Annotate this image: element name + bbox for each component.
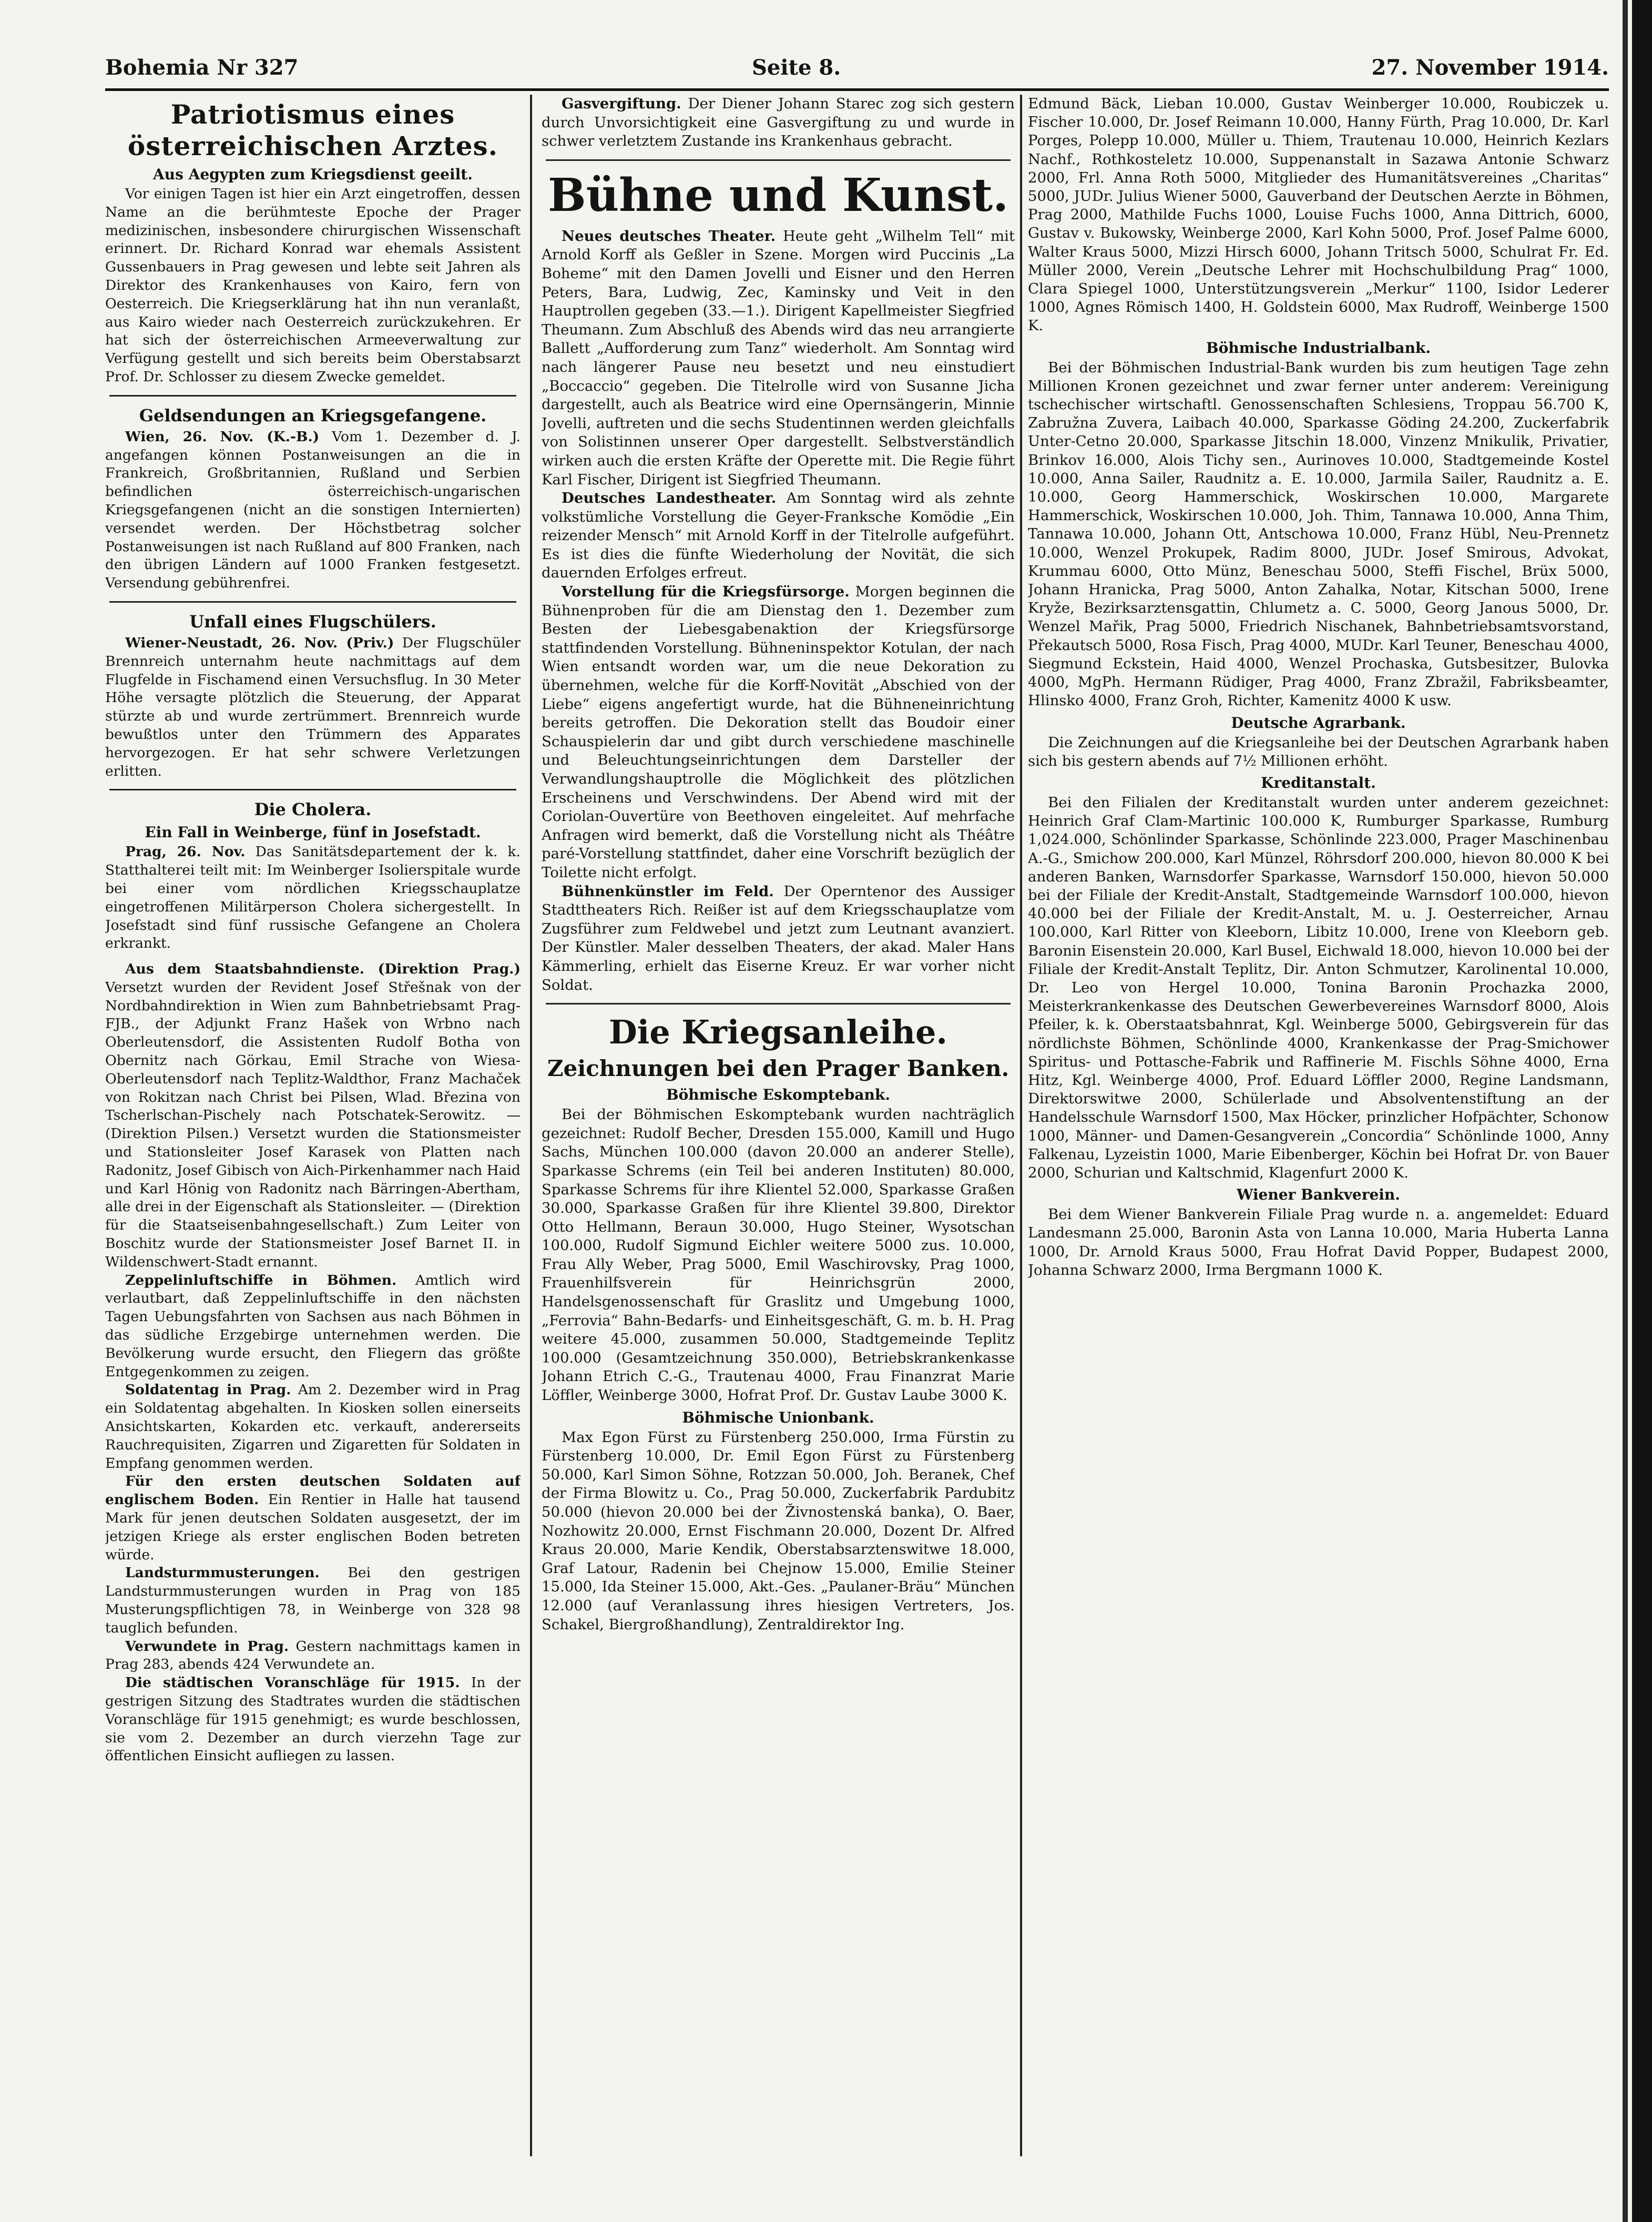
bank-subscriptions: Bei der Böhmischen Industrial-Bank wurden bis zum heutigen Tage zehn Millionen Kronen gezeichnet und zwar ferner unter anderem: Vereinigung tschechischer wirtschaftl. Genossenschaften Schlesiens, Troppau 56.700 K, Zabružna Zuvera, Laibach 40.000, Sparkasse Göding 24.200, Zuckerfabrik Unter-Cetno 20.000, Sparkasse Jitschin 18.000, Vinzenz Mnikulik, Privatier, Brinkov 16.000, Alois Tichy sen., Aurinoves 10.000, Stadtgemeinde Kostel 10.000, Anna Sailer, Raudnitz a. E. 10.000, Jarmila Sailer, Raudnitz a. E. 10.000, Georg Hammerschick, Woskirschen 10.000, Margarete Hammerschick, Woskirschen 10.000, Joh. Thim, Tannawa 10.000, Anna Thim, Tannawa 10.000, Johann Ott, Antschowa 10.000, Franz Hübl, Neu-Prennetz 10.000, Wenzel Prokupek, Radim 8000, JUDr. Josef Smirous, Advokat, Krummau 6000, Otto Münz, Beneschau 5000, Steffi Fischel, Brüx 5000, Johann Hranicka, Prag 5000, Anton Zahalka, Notar, Kitschan 5000, Irene Kryže, Bezirksarztensgattin, Chlumetz a. C. 5000, Georg Janous 5000, Dr. Wenzel Mařik, Prag 5000, Friedrich Nischanek, Bahnbetriebsamtsvorstand, Překautsch 5000, Rosa Fisch, Prag 4000, MUDr. Karl Teuner, Beneschau 4000, Siegmund Eckstein, Haid 4000, Wenzel Prochaska, Gutsbesitzer, Bulovka 4000, MgPh. Hermann Rüdiger, Prag 4000, Franz Zbražil, Fabriksbeamter, Hlinsko 4000, Franz Groh, Richter, Kamenitz 4000 K usw. (1028, 359, 1609, 709)
issue-number: Bohemia Nr 327 (105, 55, 299, 80)
article-text: Der Flugschüler Brennreich unternahm heute nachmittags auf dem Flugfelde in Fischamend einen Versuchsflug. In 30 Meter Höhe versagte plötzlich die Steuerung, der Apparat stürzte ab und wurde zertrümmert. Brennreich wurde bewußtlos unter den Trümmern des Apparates hervorgezogen. Er hat sehr schwere Verletzungen erlitten. (105, 634, 521, 779)
bank-heading: Deutsche Agrarbank. (1231, 714, 1406, 732)
news-text: Heute geht „Wilhelm Tell“ mit Arnold Korff als Geßler in Szene. Morgen wird Puccinis „La Boheme“ mit den Damen Jovelli und Eisner und den Herren Peters, Bara, Ludwig, Zec, Kaminsky und Veit in den Hauptrollen gegeben (33.—1.). Dirigent Kapellmeister Siegfried Theumann. Zum Abschluß des Abends wird das neu arrangierte Ballett „Aufforderung zum Tanz“ wiederholt. Am Sonntag wird nach längerer Pause neu besetzt und neu einstudiert „Boccaccio“ gegeben. Die Titelrolle wird von Susanne Jicha dargestellt, auch als Beatrice wird eine Opernsängerin, Minnie Jovelli, auftreten und die sechs Studentinnen werden gleichfalls von Solistinnen unserer Oper dargestellt. Selbstverständlich wirken auch die ersten Kräfte der Operette mit. Die Regie führt Karl Fischer, Dirigent ist Siegfried Theumann. (542, 227, 1015, 488)
article-body (105, 634, 521, 780)
bank-heading: Böhmische Eskomptebank. (666, 1086, 891, 1104)
article-body: Vor einigen Tagen ist hier ein Arzt eingetroffen, dessen Name an die berühmteste Epoche der Prager medizinischen, insbesondere chirurgischen Wissenschaft erinnert. Dr. Richard Konrad war ehemals Assistent Gussenbauers in Prag gewesen und lebte seit Jahren als Direktor des Krankenhauses von Kairo, fern von Oesterreich. Die Kriegserklärung hat ihn nun veranlaßt, aus Kairo wieder nach Oesterreich zurückzukehren. Er hat sich der österreichischen Armeeverwaltung zur Verfügung gestellt und sich bereits beim Oberstabsarzt Prof. Dr. Schlosser zu diesem Zwecke gemeldet. (105, 186, 521, 385)
bank-heading: Böhmische Industrialbank. (1206, 339, 1431, 357)
news-item (542, 882, 1015, 995)
page-edge-shadow (1623, 0, 1628, 2222)
page-number: Seite 8. (752, 55, 841, 80)
column-rule-2 (1020, 95, 1022, 2156)
divider (546, 159, 1011, 161)
section-title: Bühne und Kunst. (547, 168, 1009, 222)
divider (546, 1003, 1011, 1005)
news-lead: Zeppelinluftschiffe in Böhmen. (125, 1272, 397, 1288)
article-subtitle: Ein Fall in Weinberge, fünf in Josefstadt. (145, 824, 481, 841)
divider (109, 395, 516, 397)
dateline: Wiener-Neustadt, 26. Nov. (Priv.) (125, 634, 394, 651)
news-text: Am 2. Dezember wird in Prag ein Soldatentag abgehalten. In Kiosken sollen einerseits Ansichtskarten, Kokarden etc. verkauft, andererseits Rauchrequisiten, Zigarren und Zigaretten für Soldaten in Empfang genommen werden. (105, 1382, 521, 1472)
news-text: Amtlich wird verlautbart, daß Zeppelinluftschiffe in den nächsten Tagen Uebungsfahrten von Sachsen aus nach Böhmen in das südliche Erzgebirge unternehmen werden. Die Bevölkerung wurde ersucht, den Fliegern das größte Entgegenkommen zu zeigen. (105, 1272, 521, 1380)
column-right (1028, 95, 1609, 2156)
news-text: Am Sonntag wird als zehnte volkstümliche Vorstellung die Geyer-Franksche Komödie „Ein reizender Mensch“ mit Arnold Korff in der Titelrolle aufgeführt. Es ist dies die fünfte Wiederholung der Novität, die sich dauernden Erfolges erfreut. (542, 490, 1015, 582)
bank-subscriptions: Bei den Filialen der Kreditanstalt wurden unter anderem gezeichnet: Heinrich Graf Clam-Martinic 100.000 K, Rumburger Sparkasse, Rumburg 1,024.000, Schönlinder Sparkasse, Schönlinde 223.000, Prager Maschinenbau A.-G., Smichow 200.000, Karl Münzel, Röhrsdorf 200.000, hievon 80.000 K bei anderen Banken, Warnsdorfer Sparkasse, Warnsdorf 150.000, hievon 50.000 bei der Filiale der Kredit-Anstalt, Stadtgemeinde Warnsdorf 100.000, hievon 40.000 bei der Filiale der Kredit-Anstalt, M. u. J. Oesterreicher, Arnau 100.000, Karl Ritter von Kleeborn, Libitz 10.000, Irene von Kleeborn geb. Baronin Eisenstein 20.000, Karl Busel, Eichwald 18.000, hievon 10.000 bei der Filiale der Kredit-Anstalt Teplitz, Dir. Anton Schmutzer, Karolinental 10.000, Dr. Leo von Hergel 10.000, Tonina Baronin Prochazka 2000, Meisterkrankenkasse des Deutschen Gewerbevereines Warnsdorf 8000, Alois Pfeiler, k. k. Oberstaatsbahnrat, Kgl. Weinberge 5000, Gebirgsverein für das nördlichste Böhmen, Schönlinde 4000, Krankenkasse der Prag-Smichower Spiritus- und Pottasche-Fabrik und Raffinerie M. Fischls Söhne 4000, Erna Hitz, Kgl. Weinberge 4000, Prof. Eduard Löffler 2000, Regine Landsmann, Direktorswitwe 2000, Schülerlade und Absolventenstiftung an der Handelsschule Warnsdorf 1500, Max Höcker, prinzlicher Hofpächter, Schonow 1000, Männer- und Damen-Gesangverein „Concordia“ Schönlinde 1000, Anny Falkenau, Lyzeistin 1000, Marie Eibenberger, Köchin bei Hofrat Dr. von Bauer 2000, Schurian und Kaltschmid, Klagenfurt 2000 K. (1028, 794, 1609, 1181)
news-lead: Für den ersten deutschen Soldaten auf englischem Boden. (105, 1473, 521, 1508)
news-item (542, 583, 1015, 882)
news-lead: Deutsches Landestheater. (562, 490, 777, 507)
page-edge (1632, 0, 1652, 2222)
news-lead: Neues deutsches Theater. (562, 227, 776, 245)
bank-heading: Kreditanstalt. (1261, 774, 1376, 792)
article-title: Patriotismus eines österreichischen Arztes. (127, 99, 498, 161)
news-item (105, 960, 521, 1272)
article-body (105, 843, 521, 953)
bank-heading: Böhmische Unionbank. (682, 1408, 874, 1426)
news-item (542, 227, 1015, 489)
divider (109, 601, 516, 603)
news-text: Gestern nachmittags kamen in Prag 283, abends 424 Verwundete an. (105, 1638, 521, 1673)
article-title: Unfall eines Flugschülers. (189, 611, 436, 632)
dateline: Prag, 26. Nov. (125, 844, 246, 860)
news-lead: Gasvergiftung. (562, 95, 681, 112)
column-middle (542, 95, 1015, 2156)
masthead (105, 55, 1609, 84)
news-text: Versetzt wurden der Revident Josef Střešnak von der Nordbahndirektion in Wien zum Bahnbetriebsamt Prag-FJB., der Adjunkt Franz Hašek von Wrbno nach Oberleutensdorf, die Assistenten Rudolf Botha von Obernitz nach Görkau, Emil Strache von Wiesa-Oberleutensdorf nach Teplitz-Waldthor, Franz Machaček von Rokitzan nach Christ bei Pilsen, Wlad. Březina von Tscherlschan-Pischely nach Potschatek-Serowitz. — (Direktion Pilsen.) Versetzt wurden die Stationsmeister und Stationsleiter Josef Karasek von Platten nach Radonitz, Josef Gibisch von Aich-Pirkenhammer nach Haid und Karl Hönig von Radonitz nach Bärringen-Abertham, alle drei in der Eigenschaft als Stationsleiter. — (Direktion für die Staatseisenbahngesellschaft.) Zum Leiter von Boschitz wurde der Stationsmeister Josef Barnet II. in Wildenschwert-Stadt ernannt. (105, 979, 521, 1270)
news-lead: Bühnenkünstler im Feld. (562, 882, 774, 900)
column-left (105, 95, 521, 2156)
column-rule-1 (530, 95, 532, 2156)
news-lead: Vorstellung für die Kriegsfürsorge. (562, 583, 850, 601)
bank-subscriptions: Edmund Bäck, Lieban 10.000, Gustav Weinberger 10.000, Roubiczek u. Fischer 10.000, Dr. Josef Reimann 10.000, Hanny Fürth, Prag 10.000, Dr. Karl Porges, Polepp 10.000, Müller u. Thiem, Trautenau 10.000, Heinrich Kezlars Nachf., Rothkosteletz 10.000, Suppenanstalt in Sazawa Antonie Schwarz 2000, Frl. Anna Roth 5000, Mitglieder des Humanitätsvereines „Charitas“ 5000, JUDr. Julius Wiener 5000, Gauverband der Deutschen Aerzte in Böhmen, Prag 2000, Mathilde Fuchs 1000, Louise Fuchs 1000, Anna Dittrich, 6000, Gustav v. Bukowsky, Weinberge 2000, Karl Kohn 5000, Prof. Josef Palme 6000, Walter Kraus 5000, Mizzi Hirsch 6000, Johann Tritsch 5000, Schulrat Fr. Ed. Müller 2000, Verein „Deutsche Lehrer mit Hochschulbildung Prag“ 1000, Clara Spiegel 1000, Unterstützungsverein „Merkur“ 1100, Isidor Lederer 1000, Agnes Römisch 1400, H. Goldstein 6000, Max Rudroff, Weinberge 1500 K. (1028, 95, 1609, 334)
dateline: Wien, 26. Nov. (K.-B.) (125, 428, 320, 445)
news-item (542, 95, 1015, 151)
news-lead: Soldatentag in Prag. (125, 1382, 291, 1398)
news-lead: Landsturmmusterungen. (125, 1565, 320, 1581)
article-text: Vom 1. Dezember d. J. angefangen können Postanweisungen an die in Frankreich, Großbritannien, Rußland und Serbien befindlichen österreichisch-ungarischen Kriegsgefangenen (nicht an die sonstigen Internierten) versendet werden. Der Höchstbetrag solcher Postanweisungen ist nach Rußland auf 800 Franken, nach den übrigen Ländern auf 1000 Franken festgesetzt. Versendung gebührenfrei. (105, 428, 521, 592)
issue-date: 27. November 1914. (1371, 55, 1609, 80)
news-lead: Aus dem Staatsbahndienste. (Direktion Prag.) (125, 961, 521, 978)
bank-subscriptions: Max Egon Fürst zu Fürstenberg 250.000, Irma Fürstin zu Fürstenberg 10.000, Dr. Emil Egon Fürst zu Fürstenberg 50.000, Karl Simon Söhne, Rotzzan 50.000, Joh. Beranek, Chef der Firma Blowitz u. Co., Prag 50.000, Zuckerfabrik Pardubitz 50.000 (hievon 20.000 bei der Živnostenská banka), O. Baer, Nozhowitz 20.000, Ernst Fischmann 20.000, Dozent Dr. Alfred Kraus 20.000, Marie Kendik, Oberstabsarztenswitwe 18.000, Graf Latour, Radenin bei Chejnow 15.000, Emilie Steiner 15.000, Ida Steiner 15.000, Akt.-Ges. „Paulaner-Bräu“ München 12.000 (auf Veranlassung ihres hiesigen Vertreters, Jos. Schakel, Biergroßhandlung), Zentraldirektor Ing. (542, 1428, 1015, 1633)
header-rule (105, 88, 1609, 91)
news-text: Der Diener Johann Starec zog sich gestern durch Unvorsichtigkeit eine Gasvergiftung zu und wurde in schwer verletztem Zustande ins Krankenhaus gebracht. (542, 95, 1015, 150)
article-title: Die Cholera. (254, 799, 372, 820)
section-title: Die Kriegsanleihe. (608, 1013, 948, 1052)
article-body (105, 428, 521, 593)
bank-subscriptions: Bei dem Wiener Bankverein Filiale Prag wurde n. a. angemeldet: Eduard Landesmann 25.000, Baronin Asta von Lanna 10.000, Maria Huberta Lanna 1000, Dr. Arnold Kraus 5000, Frau Hofrat David Popper, Budapest 2000, Johanna Schwarz 2000, Irma Bergmann 1000 K. (1028, 1206, 1609, 1279)
news-item (542, 489, 1015, 583)
news-item (105, 1564, 521, 1637)
news-item (105, 1272, 521, 1382)
news-text: Bei den gestrigen Landsturmmusterungen wurden in Prag von 185 Musterungspflichtigen 78, in Weinberge von 328 98 tauglich befunden. (105, 1565, 521, 1636)
news-text: Ein Rentier in Halle hat tausend Mark für jenen deutschen Soldaten ausgesetzt, der im jetzigen Kriege als erster englischen Boden betreten würde. (105, 1492, 521, 1563)
news-lead: Verwundete in Prag. (125, 1638, 289, 1655)
bank-subscriptions: Bei der Böhmischen Eskomptebank wurden nachträglich gezeichnet: Rudolf Becher, Dresden 155.000, Kamill und Hugo Sachs, München 100.000 (davon 20.000 an anderer Stelle), Sparkasse Schrems (ein Teil bei anderen Instituten) 80.000, Sparkasse Schrems für ihre Klientel 52.000, Sparkasse Graßen 30.000, Sparkasse Graßen für ihre Klientel 39.800, Direktor Otto Hellmann, Beraun 30.000, Hugo Steiner, Wysotschan 100.000, Rudolf Sigmund Eichler weitere 5000 zus. 10.000, Frau Ally Weber, Prag 5000, Emil Waschirovsky, Prag 1000, Frauenhilfsverein für Heinrichsgrün 2000, Handelsgenossenschaft für Graslitz und Umgebung 1000, „Ferrovia“ Bahn-Bedarfs- und Einheitsgeschäft, G. m. b. H. Prag weitere 45.000, zusammen 50.000, Stadtgemeinde Teplitz 100.000 (Gesamtzeichnung 350.000), Betriebskrankenkasse Johann Etrich C.-G., Trautenau 4000, Frau Finanzrat Marie Löffler, Weinberge 3000, Hofrat Prof. Dr. Gustav Laube 3000 K. (542, 1106, 1015, 1404)
article-title: Geldsendungen an Kriegsgefangene. (139, 405, 487, 425)
news-item (105, 1473, 521, 1564)
divider (109, 789, 516, 790)
article-subtitle: Aus Aegypten zum Kriegsdienst geeilt. (153, 166, 473, 183)
article-text: Das Sanitätsdepartement der k. k. Statthalterei teilt mit: Im Weinberger Isolierspitale wurde bei einer vom nördlichen Kriegsschauplatze eingetroffenen Militärperson Cholera sichergestellt. In Josefstadt sind fünf russische Gefangene an Cholera erkrankt. (105, 844, 521, 952)
news-text: In der gestrigen Sitzung des Stadtrates wurden die städtischen Voranschläge für 1915 genehmigt; es wurde beschlossen, sie vom 2. Dezember an durch vierzehn Tage zur öffentlichen Einsicht aufliegen zu lassen. (105, 1675, 521, 1764)
bank-subscriptions: Die Zeichnungen auf die Kriegsanleihe bei der Deutschen Agrarbank haben sich bis gestern abends auf 7½ Millionen erhöht. (1028, 734, 1609, 769)
news-text: Der Operntenor des Aussiger Stadttheaters Rich. Reißer ist auf dem Kriegsschauplatze vom Zugsführer zum Feldwebel und jetzt zum Leutnant avanziert. Der Künstler. Maler desselben Theaters, der akad. Maler Hans Kämmerling, erhielt das Eiserne Kreuz. Er war vorher nicht Soldat. (542, 882, 1015, 993)
news-item (105, 1381, 521, 1473)
news-lead: Die städtischen Voranschläge für 1915. (125, 1675, 460, 1691)
news-item (105, 1638, 521, 1675)
news-item (105, 1674, 521, 1766)
bank-heading: Wiener Bankverein. (1236, 1186, 1401, 1204)
news-text: Morgen beginnen die Bühnenproben für die am Dienstag den 1. Dezember zum Besten der Liebesgabenaktion der Kriegsfürsorge stattfindenden Vorstellung. Bühneninspektor Kotulan, der nach Wien entsandt worden war, um die neue Dekoration zu übernehmen, welche für die Korff-Novität „Abschied von der Liebe“ eigens angefertigt wurde, hat die Bühneneinrichtung bereits getroffen. Die Dekoration stellt das Boudoir einer Schauspielerin dar und gibt durch verschiedene maschinelle und Beleuchtungseinrichtungen dem Darsteller der Verwandlungshauptrolle die Möglichkeit des plötzlichen Erscheinens und Verschwindens. Der Abend wird mit der Coriolan-Ouvertüre von Beethoven eingeleitet. Auf mehrfache Anfragen wird bemerkt, daß die Vorstellung nicht als Théâtre paré-Vorstellung stattfindet, daher eine Vorschrift bezüglich der Toilette nicht erfolgt. (542, 583, 1015, 881)
section-subtitle: Zeichnungen bei den Prager Banken. (547, 1056, 1009, 1082)
